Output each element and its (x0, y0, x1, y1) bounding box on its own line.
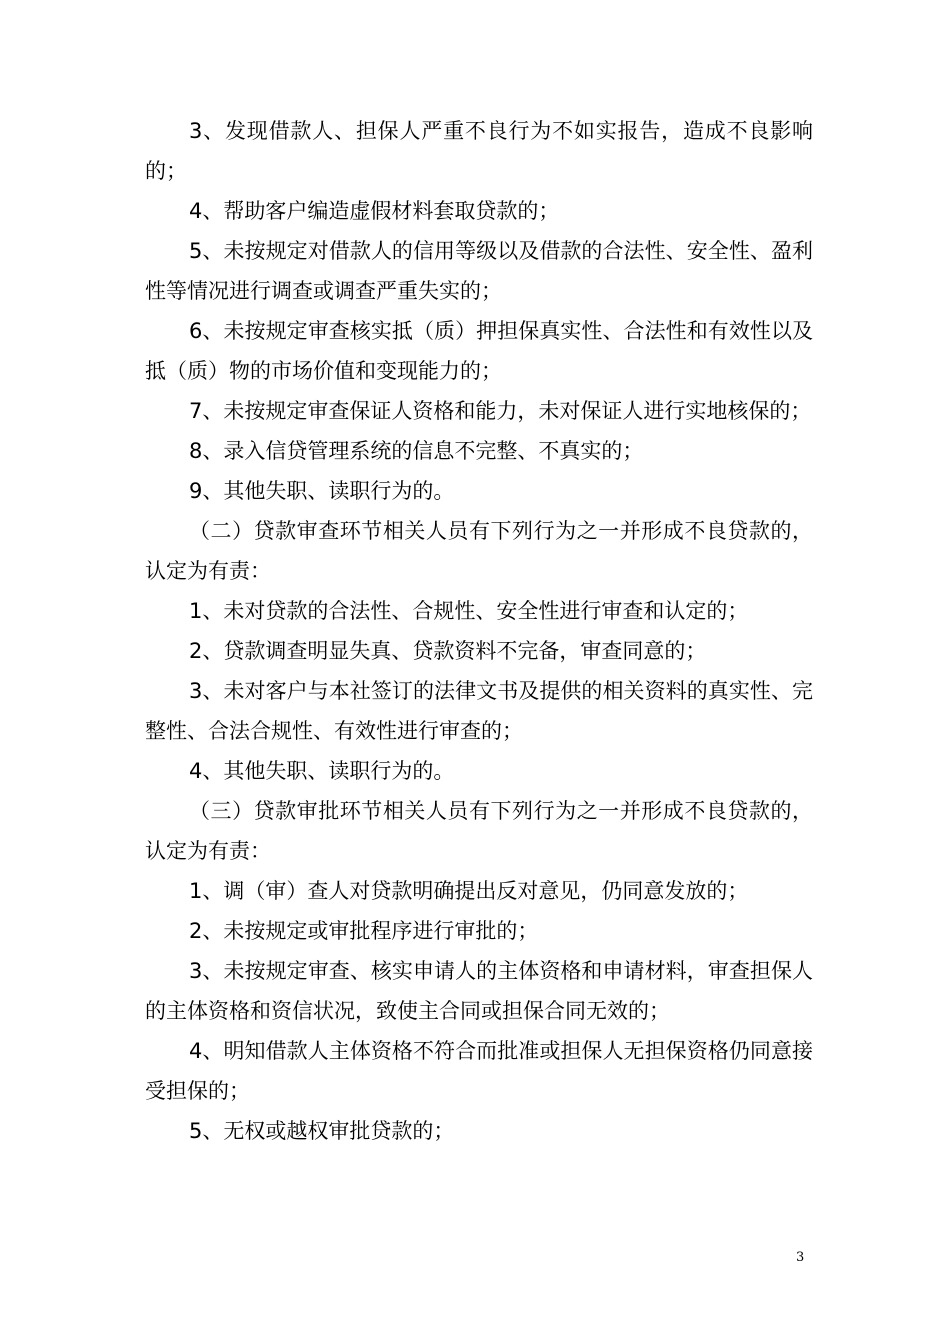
paragraph-item-9-other: 9、其他失职、读职行为的。 (189, 479, 455, 503)
paragraph-item-4-fake-materials: 4、帮助客户编造虚假材料套取贷款的； (189, 199, 560, 223)
paragraph-approval-item-5: 5、无权或越权审批贷款的； (189, 1119, 455, 1143)
page-number: 3 (796, 1250, 805, 1265)
paragraph-item-8-system-entry: 8、录入信贷管理系统的信息不完整、不真实的； (189, 439, 644, 463)
paragraph-approval-item-3: 3、未按规定审查、核实申请人的主体资格和申请材料，审查担保人的主体资格和资信状况，致使主合同或担保合同无效的； (145, 959, 813, 1023)
paragraph-approval-item-4: 4、明知借款人主体资格不符合而批准或担保人无担保资格仍同意接受担保的； (145, 1039, 813, 1103)
paragraph-review-item-4: 4、其他失职、读职行为的。 (189, 759, 455, 783)
section-heading-review-stage: （二）贷款审查环节相关人员有下列行为之一并形成不良贷款的，认定为有责： (145, 519, 813, 583)
section-heading-approval-stage: （三）贷款审批环节相关人员有下列行为之一并形成不良贷款的，认定为有责： (145, 799, 813, 863)
paragraph-review-item-2: 2、贷款调查明显失真、贷款资料不完备，审查同意的； (189, 639, 707, 663)
paragraph-review-item-1: 1、未对贷款的合法性、合规性、安全性进行审查和认定的； (189, 599, 749, 623)
paragraph-item-6-collateral-review: 6、未按规定审查核实抵（质）押担保真实性、合法性和有效性以及抵（质）物的市场价值和变现能力的； (145, 319, 813, 383)
paragraph-item-3-report: 3、发现借款人、担保人严重不良行为不如实报告，造成不良影响的； (145, 119, 813, 183)
paragraph-item-5-credit-investigation: 5、未按规定对借款人的信用等级以及借款的合法性、安全性、盈利性等情况进行调查或调查严重失实的； (145, 239, 813, 303)
paragraph-approval-item-2: 2、未按规定或审批程序进行审批的； (189, 919, 539, 943)
paragraph-item-7-guarantor-review: 7、未按规定审查保证人资格和能力，未对保证人进行实地核保的； (189, 399, 812, 423)
paragraph-review-item-3: 3、未对客户与本社签订的法律文书及提供的相关资料的真实性、完整性、合法合规性、有效性进行审查的； (145, 679, 813, 743)
document-body (145, 111, 813, 1151)
paragraph-approval-item-1: 1、调（审）查人对贷款明确提出反对意见，仍同意发放的； (189, 879, 749, 903)
